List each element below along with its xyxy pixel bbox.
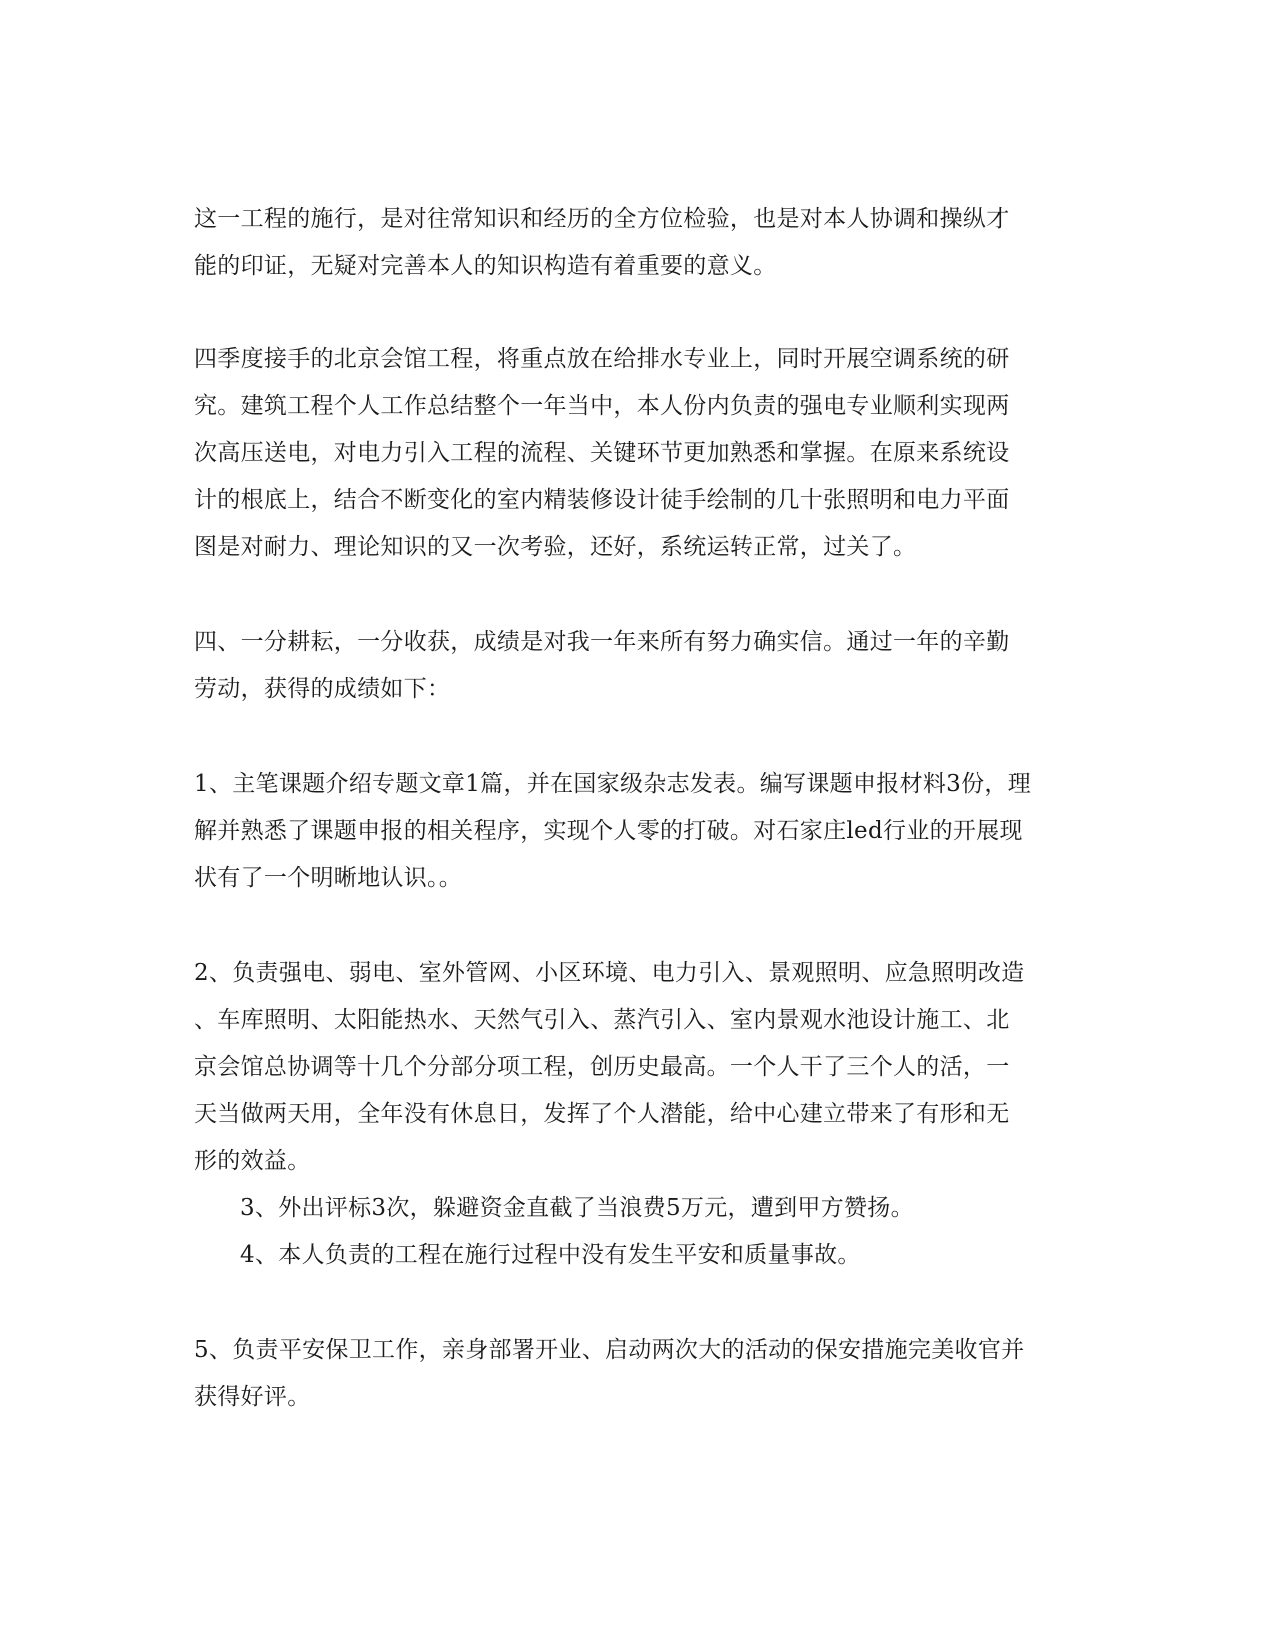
text-line: 究。建筑工程个人工作总结整个一年当中，本人份内负责的强电专业顺利实现两 <box>194 393 1010 419</box>
text-line: 获得好评。 <box>194 1384 311 1410</box>
text-line: 、车库照明、太阳能热水、天然气引入、蒸汽引入、室内景观水池设计施工、北 <box>194 1007 1010 1033</box>
text-line: 形的效益。 <box>194 1148 311 1174</box>
text-line: 图是对耐力、理论知识的又一次考验，还好，系统运转正常，过关了。 <box>194 534 917 560</box>
text-line: 这一工程的施行，是对往常知识和经历的全方位检验，也是对本人协调和操纵才 <box>194 206 1010 232</box>
text-line: 5、负责平安保卫工作，亲身部署开业、启动两次大的活动的保安措施完美收官并 <box>194 1337 1025 1363</box>
text-line: 四、一分耕耘，一分收获，成绩是对我一年来所有努力确实信。通过一年的辛勤 <box>194 629 1010 655</box>
text-line: 3、外出评标3次，躲避资金直截了当浪费5万元，遭到甲方赞扬。 <box>240 1195 914 1221</box>
text-line: 劳动，获得的成绩如下： <box>194 676 451 702</box>
text-line: 能的印证，无疑对完善本人的知识构造有着重要的意义。 <box>194 253 777 279</box>
text-line: 四季度接手的北京会馆工程，将重点放在给排水专业上，同时开展空调系统的研 <box>194 346 1010 372</box>
text-line: 1、主笔课题介绍专题文章1篇，并在国家级杂志发表。编写课题申报材料3份，理 <box>194 771 1031 797</box>
text-line: 京会馆总协调等十几个分部分项工程，创历史最高。一个人干了三个人的活，一 <box>194 1054 1010 1080</box>
text-line: 2、负责强电、弱电、室外管网、小区环境、电力引入、景观照明、应急照明改造 <box>194 960 1025 986</box>
text-line: 解并熟悉了课题申报的相关程序，实现个人零的打破。对石家庄led行业的开展现 <box>194 818 1023 844</box>
text-line: 次高压送电，对电力引入工程的流程、关键环节更加熟悉和掌握。在原来系统设 <box>194 440 1010 466</box>
text-line: 状有了一个明晰地认识。。 <box>194 865 463 891</box>
text-line: 4、本人负责的工程在施行过程中没有发生平安和质量事故。 <box>240 1242 861 1268</box>
text-line: 计的根底上，结合不断变化的室内精装修设计徒手绘制的几十张照明和电力平面 <box>194 487 1010 513</box>
text-line: 天当做两天用，全年没有休息日，发挥了个人潜能，给中心建立带来了有形和无 <box>194 1101 1010 1127</box>
